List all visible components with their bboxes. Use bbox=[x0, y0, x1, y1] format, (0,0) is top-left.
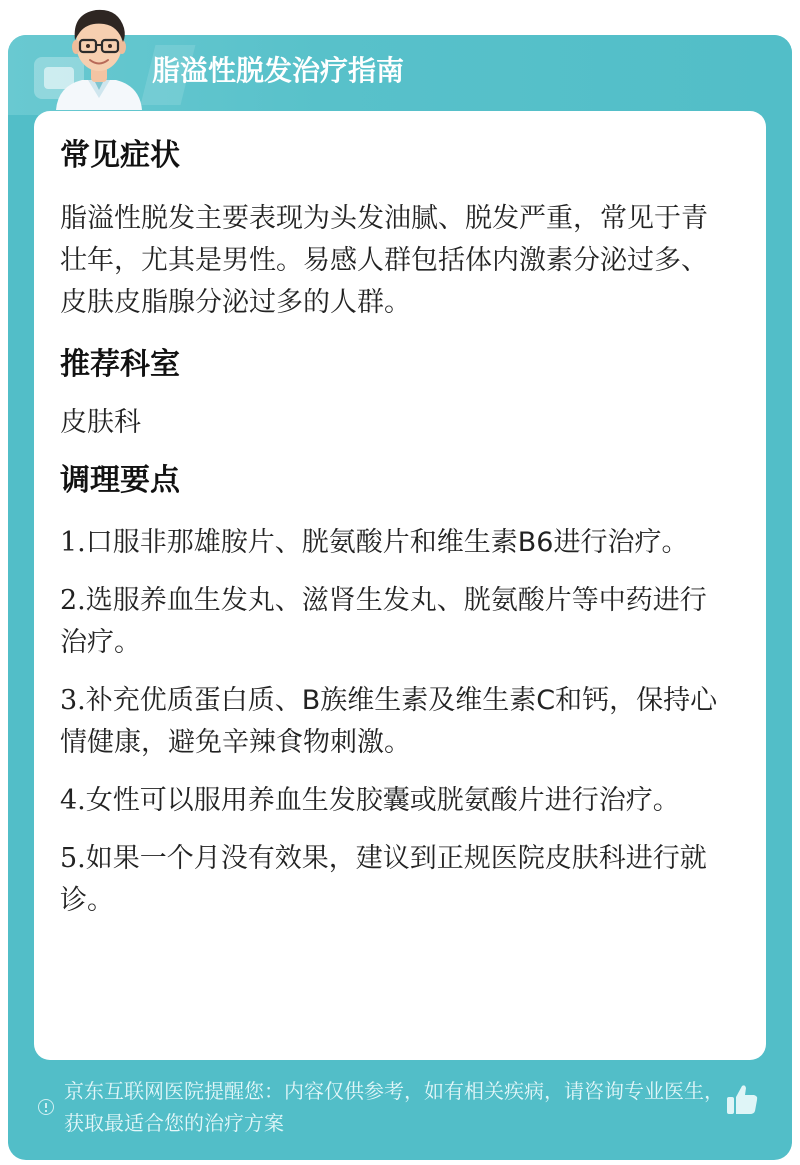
tip-text: 选服养血生发丸、滋肾生发丸、胱氨酸片等中药进行治疗。 bbox=[60, 585, 707, 658]
care-tip bbox=[60, 680, 730, 764]
care-heading: 调理要点 bbox=[60, 463, 180, 498]
tip-text: 口服非那雄胺片、胱氨酸片和维生素B6进行治疗。 bbox=[85, 527, 689, 558]
tip-text: 如果一个月没有效果，建议到正规医院皮肤科进行就诊。 bbox=[60, 843, 707, 916]
tip-number: 1. bbox=[60, 527, 86, 558]
tip-number: 2. bbox=[60, 585, 86, 616]
card-content bbox=[60, 133, 730, 938]
tip-number: 3. bbox=[60, 685, 86, 716]
care-tip bbox=[60, 838, 730, 922]
care-tip bbox=[60, 580, 730, 664]
doctor-avatar bbox=[44, 0, 154, 110]
care-tip bbox=[60, 522, 730, 564]
care-tip bbox=[60, 780, 730, 822]
symptoms-heading: 常见症状 bbox=[60, 138, 180, 173]
disclaimer-text: 京东互联网医院提醒您：内容仅供参考，如有相关疾病，请咨询专业医生，获取最适合您的治疗方案 bbox=[64, 1079, 724, 1135]
page-title: 脂溢性脱发治疗指南 bbox=[152, 54, 405, 87]
tip-text: 女性可以服用养血生发胶囊或胱氨酸片进行治疗。 bbox=[85, 785, 680, 816]
tip-number: 5. bbox=[60, 843, 86, 874]
tip-text: 补充优质蛋白质、B族维生素及维生素C和钙，保持心情健康，避免辛辣食物刺激。 bbox=[60, 685, 718, 758]
department-heading: 推荐科室 bbox=[60, 347, 180, 382]
department-text: 皮肤科 bbox=[60, 407, 141, 438]
info-icon bbox=[38, 1099, 54, 1115]
content-card bbox=[34, 111, 766, 1060]
tip-number: 4. bbox=[60, 785, 86, 816]
symptoms-text: 脂溢性脱发主要表现为头发油腻、脱发严重，常见于青壮年，尤其是男性。易感人群包括体内激素分泌过多、皮肤皮脂腺分泌过多的人群。 bbox=[60, 203, 708, 318]
thumbs-up-icon[interactable] bbox=[722, 1080, 762, 1120]
